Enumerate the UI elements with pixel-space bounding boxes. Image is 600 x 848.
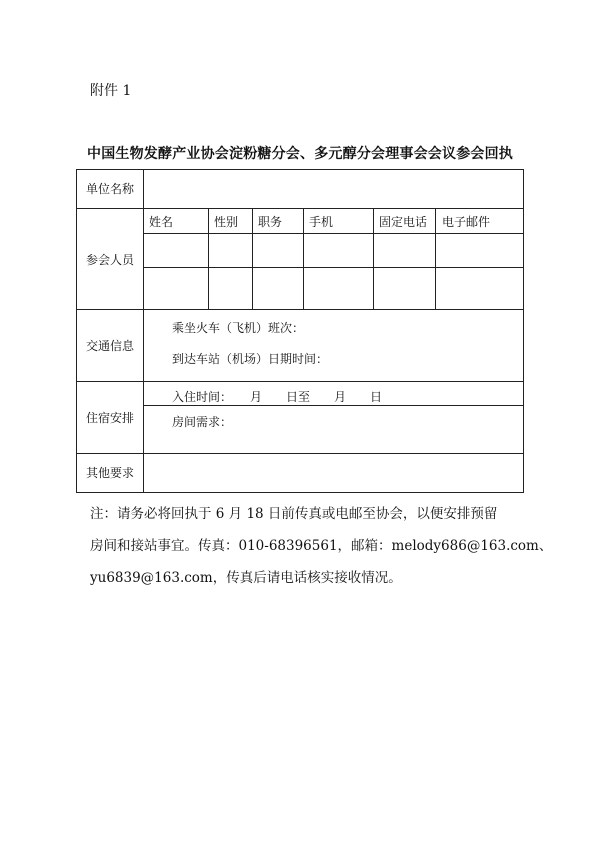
other-requirements-label: 其他要求 xyxy=(86,466,135,480)
header-landline: 固定电话 xyxy=(379,215,428,229)
transport-label: 交通信息 xyxy=(86,339,135,353)
attendee-col-divider-2 xyxy=(252,208,253,310)
note-line-3: yu6839@163.com，传真后请电话核实接收情况。 xyxy=(90,570,402,586)
table-border-right xyxy=(523,169,524,493)
attendee-row-divider xyxy=(143,267,524,268)
row-divider-transport xyxy=(76,381,524,382)
attendee-col-divider-4 xyxy=(373,208,374,310)
attendee-col-divider-1 xyxy=(208,208,209,310)
note-paragraph xyxy=(90,498,553,594)
reply-form-table xyxy=(76,169,524,493)
attendee-col-divider-5 xyxy=(435,208,436,310)
header-position: 职务 xyxy=(258,215,283,229)
transport-arrival-field: 到达车站（机场）日期时间： xyxy=(172,352,329,366)
note-line-2: 房间和接站事宜。传真：010-68396561，邮箱：melody686@163.com、 xyxy=(90,538,553,554)
lodging-checkin-field: 入住时间： 月 日至 月 日 xyxy=(172,390,383,404)
note-line-1: 注：请务必将回执于 6 月 18 日前传真或电邮至协会，以便安排预留 xyxy=(90,506,498,522)
header-mobile: 手机 xyxy=(309,215,334,229)
lodging-inner-divider xyxy=(143,405,524,406)
attendee-header-divider xyxy=(143,233,524,234)
table-border-left xyxy=(76,169,77,493)
row-divider-attendees xyxy=(76,309,524,310)
transport-flight-field: 乘坐火车（飞机）班次： xyxy=(172,321,305,335)
unit-name-label: 单位名称 xyxy=(86,182,135,196)
header-email: 电子邮件 xyxy=(442,215,491,229)
label-column-divider xyxy=(143,169,144,493)
header-gender: 性别 xyxy=(214,215,239,229)
row-divider-lodging xyxy=(76,453,524,454)
document-title: 中国生物发酵产业协会淀粉糖分会、多元醇分会理事会会议参会回执 xyxy=(87,146,513,162)
header-name: 姓名 xyxy=(149,215,174,229)
lodging-room-field: 房间需求： xyxy=(172,415,233,429)
attendees-label: 参会人员 xyxy=(86,253,135,267)
lodging-label: 住宿安排 xyxy=(86,411,135,425)
attachment-label: 附件 1 xyxy=(90,83,132,99)
row-divider-unit xyxy=(76,208,524,209)
attendee-col-divider-3 xyxy=(303,208,304,310)
